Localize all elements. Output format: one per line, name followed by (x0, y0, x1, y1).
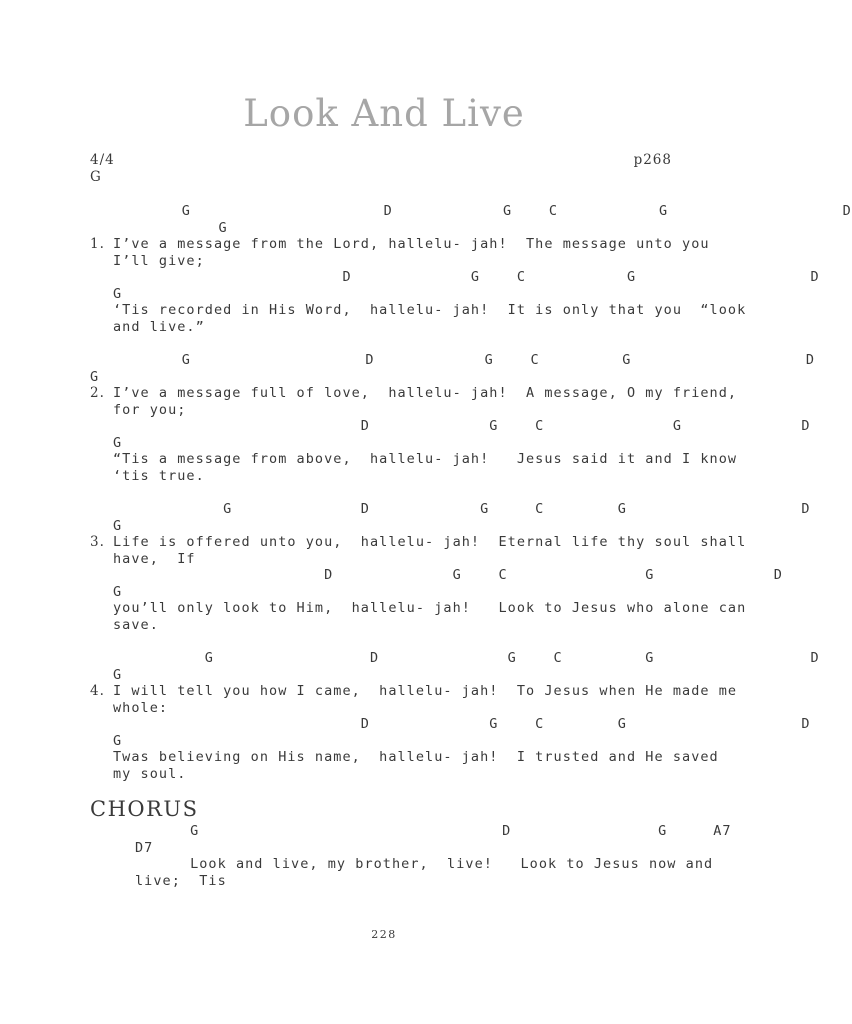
page-reference: p268 (633, 152, 672, 168)
chord-line: G (113, 733, 123, 749)
lyric-line: Twas believing on His name, hallelu- jah! I trusted and He saved (113, 749, 719, 765)
lyric-line: whole: (113, 700, 169, 716)
lyric-line: Life is offered unto you, hallelu- jah! Eternal life thy soul shall (113, 534, 747, 550)
chord-line: G (90, 220, 228, 236)
lyric-line: ‘Tis recorded in His Word, hallelu- jah! It is only that you “look (113, 302, 747, 318)
lyric-line: I’ve a message full of love, hallelu- jah! A message, O my friend, (113, 385, 738, 401)
chord-line: G D G A7 (135, 823, 732, 839)
verse-number: 2. (90, 385, 105, 401)
chord-line: G D G C G D (113, 501, 811, 517)
chord-line: G D G C G D (90, 203, 852, 219)
song-key: G (90, 169, 102, 185)
chord-line: D G C G D (113, 418, 811, 434)
lyric-line: Look and live, my brother, live! Look to Jesus now and (135, 856, 714, 872)
chord-line: D G C G D (113, 716, 811, 732)
lyric-line: I’ve a message from the Lord, hallelu- jah! The message unto you (113, 236, 710, 252)
chord-line: D G C G D (113, 567, 783, 583)
lyric-line: have, If (113, 551, 196, 567)
verse-number: 1. (90, 236, 105, 252)
chord-line: D7 (135, 840, 154, 856)
verse-number: 4. (90, 683, 105, 699)
chord-line: G (90, 369, 100, 385)
lyric-line: “Tis a message from above, hallelu- jah! Jesus said it and I know (113, 451, 738, 467)
chord-line: G (113, 518, 123, 534)
chorus-heading: CHORUS (90, 797, 199, 821)
song-title: Look And Live (243, 92, 525, 135)
page-number: 228 (371, 928, 397, 941)
chord-line: G D G C G D (90, 352, 816, 368)
chord-line: G D G C G D (113, 650, 820, 666)
chord-line: G (113, 667, 123, 683)
chord-line: D G C G D (113, 269, 820, 285)
lyric-line: live; Tis (135, 873, 227, 889)
time-signature: 4/4 (90, 152, 115, 168)
chord-line: G (113, 435, 123, 451)
lyric-line: you’ll only look to Him, hallelu- jah! Look to Jesus who alone can (113, 600, 747, 616)
lyric-line: I will tell you how I came, hallelu- jah! To Jesus when He made me (113, 683, 738, 699)
lyric-line: for you; (113, 402, 187, 418)
song-meta (90, 152, 115, 186)
lyric-line: save. (113, 617, 159, 633)
verse-number: 3. (90, 534, 105, 550)
lyric-line: I’ll give; (113, 253, 205, 269)
lyric-line: ‘tis true. (113, 468, 205, 484)
lyric-line: and live.” (113, 319, 205, 335)
chord-line: G (113, 584, 123, 600)
lyric-line: my soul. (113, 766, 187, 782)
chord-line: G (113, 286, 123, 302)
